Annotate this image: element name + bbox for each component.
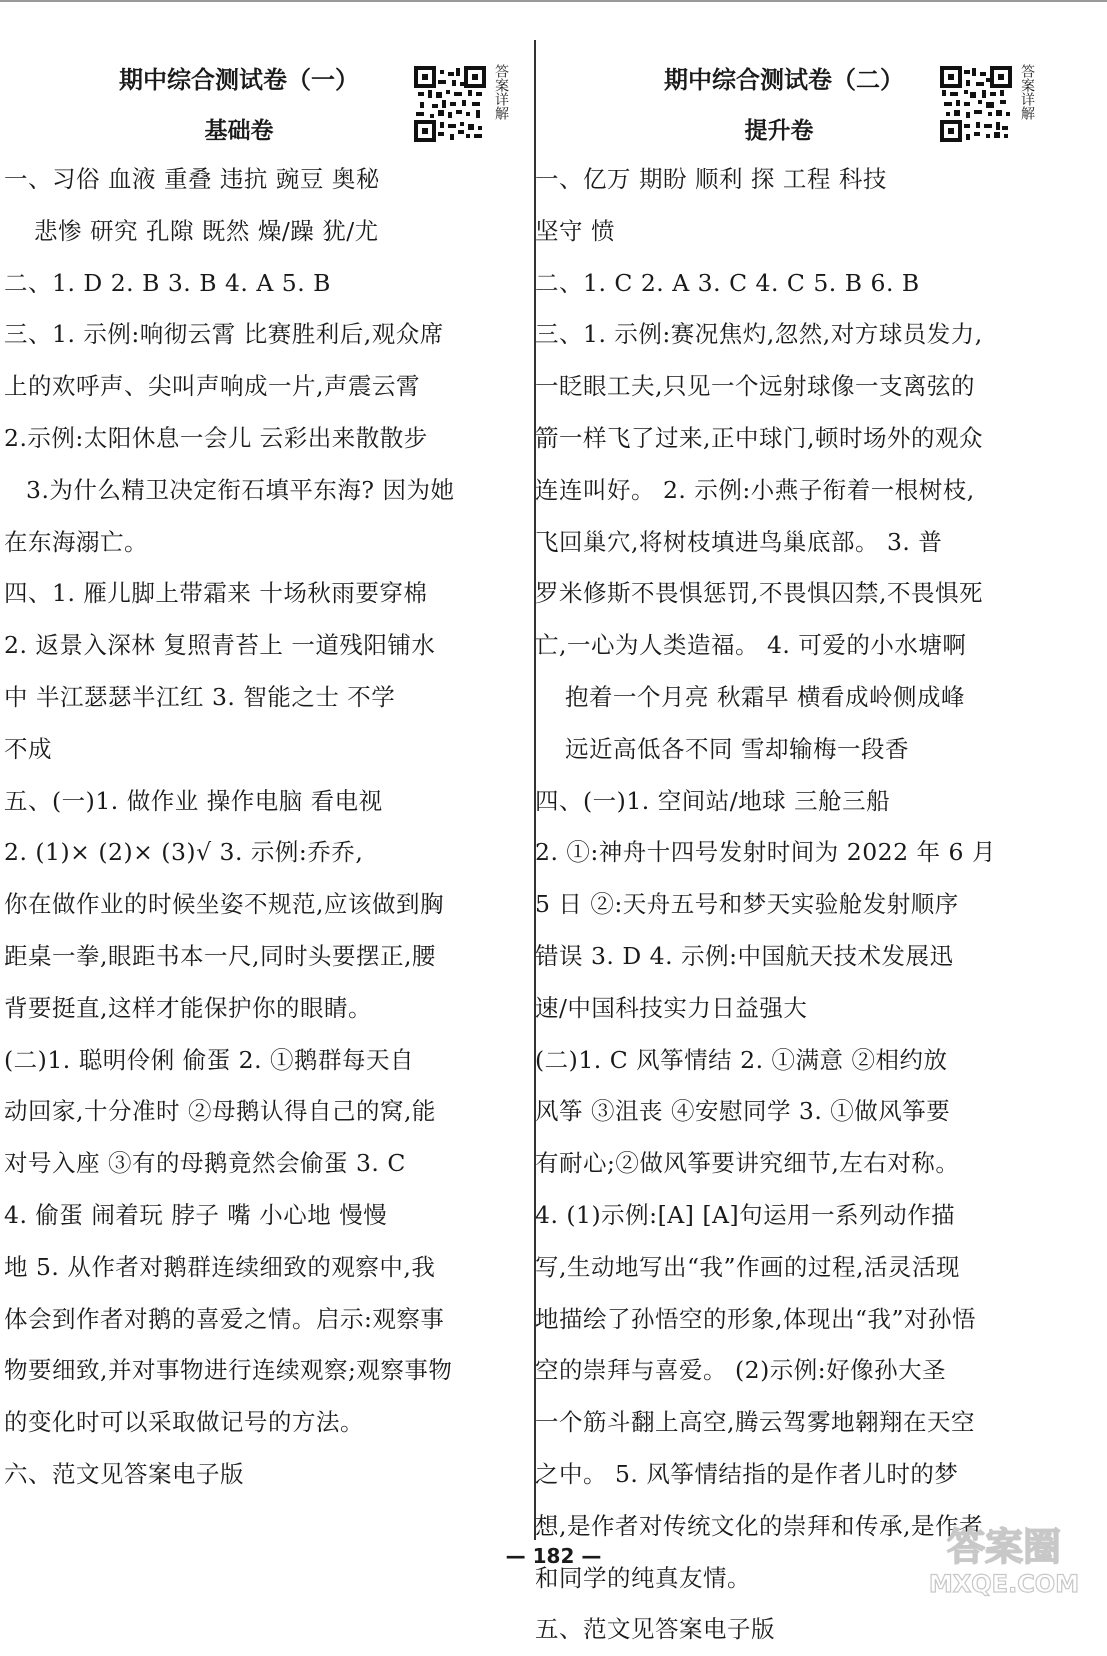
answer-line: 箭一样飞了过来,正中球门,顿时场外的观众 (535, 423, 983, 452)
answer-line: 五、(一)1. 做作业 操作电脑 看电视 (4, 786, 383, 815)
answer-line: 写,生动地写出“我”作画的过程,活灵活现 (535, 1252, 960, 1281)
answer-line: 错误 3. D 4. 示例:中国航天技术发展迅 (535, 941, 954, 970)
answer-line: 上的欢呼声、尖叫声响成一片,声震云霄 (4, 372, 420, 401)
left-header (4, 52, 534, 152)
answer-line: 在东海溺亡。 (4, 527, 148, 556)
answer-line: 2.示例:太阳休息一会儿 云彩出来散散步 (4, 423, 428, 452)
answer-line: 一眨眼工夫,只见一个远射球像一支离弦的 (535, 372, 975, 401)
left-column (4, 52, 534, 1501)
answer-line: 风筝 ③沮丧 ④安慰同学 3. ①做风筝要 (535, 1097, 951, 1126)
answer-line: 五、范文见答案电子版 (535, 1615, 775, 1644)
watermark-url: MXQE.COM (928, 1570, 1080, 1598)
watermark-logo (906, 1520, 1102, 1598)
top-border (0, 0, 1107, 2)
answer-line: 中 半江瑟瑟半江红 3. 智能之士 不学 (4, 682, 396, 711)
answer-line: 2. ①:神舟十四号发射时间为 2022 年 6 月 (535, 838, 996, 867)
answer-line: 二、1. C 2. A 3. C 4. C 5. B 6. B (535, 268, 920, 297)
qr-caption: 答案详解 (493, 64, 509, 120)
answer-line: 一个筋斗翻上高空,腾云驾雾地翱翔在天空 (535, 1408, 975, 1437)
answer-line: 空的崇拜与喜爱。 (2)示例:好像孙大圣 (535, 1356, 947, 1385)
answer-line: 六、范文见答案电子版 (4, 1459, 244, 1488)
right-subtitle: 提升卷 (744, 118, 814, 144)
answer-line: 连连叫好。 2. 示例:小燕子衔着一根树枝, (535, 475, 975, 504)
answer-line: 罗米修斯不畏惧惩罚,不畏惧囚禁,不畏惧死 (535, 579, 983, 608)
answer-line: 一、习俗 血液 重叠 违抗 豌豆 奥秘 (4, 165, 380, 193)
answer-line: 体会到作者对鹅的喜爱之情。启示:观察事 (4, 1304, 445, 1333)
answer-line: 2. (1)× (2)× (3)√ 3. 示例:乔乔, (4, 838, 364, 867)
answer-line: 坚守 愤 (535, 216, 615, 245)
answer-line: 2. 返景入深林 复照青苔上 一道残阳铺水 (4, 631, 436, 660)
answer-line: 一、亿万 期盼 顺利 探 工程 科技 (535, 165, 887, 193)
left-subtitle: 基础卷 (204, 118, 274, 144)
answer-line: 飞回巢穴,将树枝填进鸟巢底部。 3. 普 (535, 527, 943, 556)
answer-line: 4. (1)示例:[A] [A]句运用一系列动作描 (535, 1200, 956, 1229)
answer-line: 和同学的纯真友情。 (535, 1563, 751, 1592)
answer-line: 距桌一拳,眼距书本一尺,同时头要摆正,腰 (4, 941, 436, 970)
right-column (535, 52, 1063, 1656)
answer-line: 悲惨 研究 孔隙 既然 燥/躁 犹/尤 (34, 216, 379, 245)
answer-line: 物要细致,并对事物进行连续观察;观察事物 (4, 1356, 453, 1385)
qr-code-icon[interactable] (414, 66, 486, 142)
answer-line: 速/中国科技实力日益强大 (535, 993, 808, 1022)
answer-line: 远近高低各不同 雪却输梅一段香 (565, 734, 909, 763)
right-header (535, 52, 1063, 152)
answer-line: 抱着一个月亮 秋霜早 横看成岭侧成峰 (565, 682, 965, 711)
answer-line: 地描绘了孙悟空的形象,体现出“我”对孙悟 (535, 1304, 976, 1333)
answer-line: 三、1. 示例:响彻云霄 比赛胜利后,观众席 (4, 320, 444, 349)
answer-line: 之中。 5. 风筝情结指的是作者儿时的梦 (535, 1459, 959, 1488)
answer-line: 二、1. D 2. B 3. B 4. A 5. B (4, 268, 331, 297)
right-title: 期中综合测试卷（二） (664, 66, 904, 94)
answer-line: 地 5. 从作者对鹅群连续细致的观察中,我 (4, 1252, 436, 1281)
answer-line: 5 日 ②:天舟五号和梦天实验舱发射顺序 (535, 890, 959, 919)
answer-line: 不成 (4, 734, 52, 763)
answer-line: 你在做作业的时候坐姿不规范,应该做到胸 (4, 890, 444, 919)
answer-line: 三、1. 示例:赛况焦灼,忽然,对方球员发力, (535, 320, 983, 349)
answer-line: (二)1. C 风筝情结 2. ①满意 ②相约放 (535, 1045, 948, 1074)
answer-line: 的变化时可以采取做记号的方法。 (4, 1408, 364, 1437)
answer-line: 动回家,十分准时 ②母鹅认得自己的窝,能 (4, 1097, 436, 1126)
answer-line: 亡,一心为人类造福。 4. 可爱的小水塘啊 (535, 631, 967, 660)
answer-line: 对号入座 ③有的母鹅竟然会偷蛋 3. C (4, 1149, 406, 1178)
left-title: 期中综合测试卷（一） (119, 66, 359, 94)
qr-code-icon[interactable] (940, 66, 1012, 142)
qr-caption: 答案详解 (1019, 64, 1035, 120)
page-number: — 182 — (505, 1544, 602, 1568)
answer-line: 4. 偷蛋 闹着玩 脖子 嘴 小心地 慢慢 (4, 1200, 388, 1229)
answer-line: (二)1. 聪明伶俐 偷蛋 2. ①鹅群每天自 (4, 1045, 415, 1074)
answer-line: 想,是作者对传统文化的崇拜和传承,是作者 (535, 1511, 983, 1540)
answer-line: 背要挺直,这样才能保护你的眼睛。 (4, 993, 372, 1022)
answer-line: 3.为什么精卫决定衔石填平东海? 因为她 (26, 475, 455, 504)
watermark-title: 答案圈 (946, 1525, 1062, 1569)
answer-line: 四、(一)1. 空间站/地球 三舱三船 (535, 786, 891, 815)
answer-line: 有耐心;②做风筝要讲究细节,左右对称。 (535, 1149, 960, 1178)
answer-line: 四、1. 雁儿脚上带霜来 十场秋雨要穿棉 (4, 579, 428, 608)
